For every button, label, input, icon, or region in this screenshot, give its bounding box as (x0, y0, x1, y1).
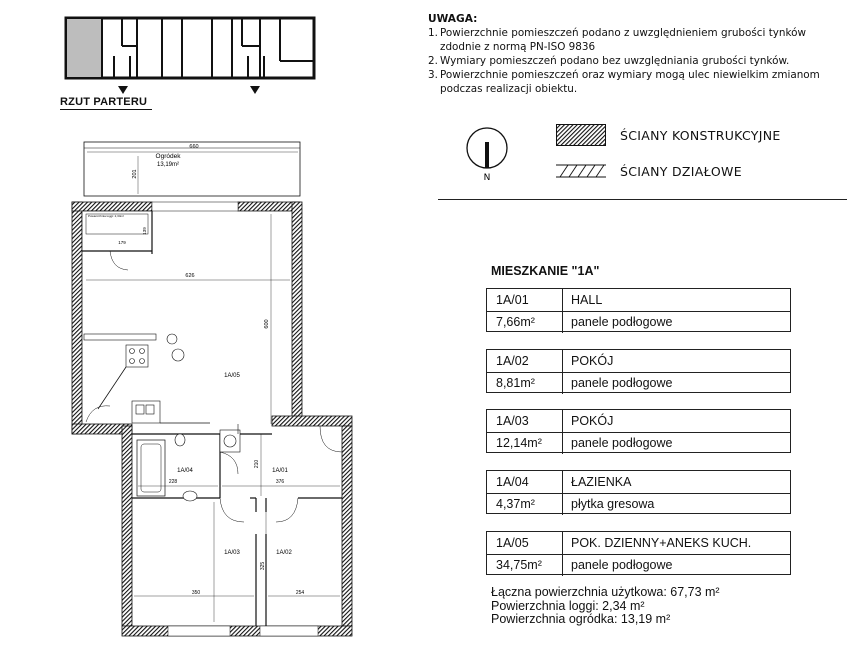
room02-width-dimension: 254 (295, 590, 305, 596)
loggia-depth-dimension: 139 (142, 227, 147, 235)
legend-load-bearing-label: ŚCIANY KONSTRUKCYJNE (620, 127, 781, 143)
room-area: 7,66m² (487, 311, 563, 333)
room-id: 1A/02 (487, 350, 563, 372)
room-label-1a03: 1A/03 (224, 550, 240, 556)
north-label: N (483, 173, 491, 182)
key-plan-title: RZUT PARTERU (60, 96, 148, 108)
partition-wall-swatch (556, 160, 606, 182)
note-number: 2. (428, 55, 438, 67)
key-plan (62, 16, 317, 96)
room-finish: panele podłogowe (571, 558, 673, 572)
garden-area-label: 13,19m² (156, 162, 180, 168)
room-card-1a01 (486, 288, 791, 332)
room-id: 1A/03 (487, 410, 563, 432)
room-card-1a02 (486, 349, 791, 393)
balcony-door-swing (86, 406, 110, 422)
legend-load-bearing (556, 124, 781, 146)
kitchen-island (98, 367, 126, 409)
note-number: 3. (428, 69, 438, 81)
room-card-1a03 (486, 409, 791, 453)
dining-table-icon (172, 349, 184, 361)
key-plan-outline (66, 18, 314, 78)
room-label-1a04: 1A/04 (177, 468, 193, 474)
room-label-1a05: 1A/05 (224, 373, 240, 379)
living-depth-dimension: 600 (264, 319, 270, 329)
load-bearing-wall-swatch (556, 124, 606, 146)
entrance-door-swing (320, 426, 342, 452)
room-area: 34,75m² (487, 554, 563, 576)
key-plan-highlighted-unit (67, 19, 101, 77)
room-area: 12,14m² (487, 432, 563, 454)
note-item (428, 26, 848, 54)
room-name: HALL (571, 293, 603, 307)
loggia-width-dimension: 179 (118, 240, 126, 245)
note-number: 1. (428, 27, 438, 39)
washbasin-icon (183, 491, 197, 501)
loggia-door-swing (110, 251, 128, 270)
notes (428, 12, 848, 96)
room-card-1a04 (486, 470, 791, 514)
summary-usable-area: Łączna powierzchnia użytkowa: 67,73 m² (491, 585, 720, 599)
floor-plan (70, 134, 362, 642)
washing-machine-icon (220, 430, 240, 452)
living-width-dimension: 626 (185, 273, 195, 279)
room-label-1a02: 1A/02 (276, 550, 292, 556)
note-item (428, 54, 848, 68)
room03-door-swing (220, 498, 244, 522)
summary-loggia-area: Powierzchnia loggi: 2,34 m² (491, 598, 645, 613)
room-finish: panele podłogowe (571, 315, 673, 329)
note-item (428, 68, 848, 96)
apartment-title: MIESZKANIE "1A" (491, 264, 600, 278)
load-bearing-walls (72, 202, 352, 636)
room-finish: panele podłogowe (571, 376, 673, 390)
dining-table-icon (167, 334, 177, 344)
room-area: 8,81m² (487, 372, 563, 394)
room-finish: panele podłogowe (571, 436, 673, 450)
loggia-area-label: Powierzchnia loggi: 2,34m² (88, 214, 125, 218)
summary-garden-area: Powierzchnia ogródka: 13,19 m² (491, 612, 671, 626)
room-name: POKÓJ (571, 354, 614, 368)
key-plan-title-underline (60, 109, 152, 110)
room02-depth-dimension: 325 (260, 561, 266, 571)
area-summary (491, 586, 720, 627)
hall-depth-dimension: 210 (254, 459, 260, 469)
room-name: ŁAZIENKA (571, 475, 632, 489)
notes-title: UWAGA: (428, 13, 478, 25)
note-text: Powierzchnie pomieszczeń podano z uwzględnieniem grubości tynków zdodnie z normą PN-ISO 9836 (440, 27, 807, 53)
note-text: Wymiary pomieszczeń podano bez uwzględniania grubości tynków. (440, 55, 790, 67)
room03-width-dimension: 350 (191, 590, 201, 596)
room-card-1a05 (486, 531, 791, 575)
room-id: 1A/04 (487, 471, 563, 493)
rooms-dimension-lines (134, 502, 340, 622)
legend-partition (556, 160, 742, 182)
window (152, 202, 238, 211)
room-area: 4,37m² (487, 493, 563, 515)
garden-label: Ogródek (155, 153, 181, 160)
garden-width-dimension: 660 (189, 144, 199, 150)
garden-area (84, 142, 300, 196)
garden-depth-dimension: 201 (132, 169, 138, 179)
north-arrow-icon (462, 124, 512, 182)
note-text: Powierzchnie pomieszczeń oraz wymiary mogą ulec niewielkim zmianom podczas realizacji obiektu. (440, 69, 820, 95)
legend-partition-label: ŚCIANY DZIAŁOWE (620, 163, 742, 179)
room-id: 1A/01 (487, 289, 563, 311)
room-name: POKÓJ (571, 414, 614, 428)
bath-door-swing (220, 452, 238, 474)
toilet-icon (175, 434, 185, 446)
room-name: POK. DZIENNY+ANEKS KUCH. (571, 536, 752, 550)
room-label-1a01: 1A/01 (272, 468, 288, 474)
key-plan-entrance-arrow (118, 86, 128, 94)
key-plan-entrance-arrow (250, 86, 260, 94)
bath-width-dimension: 228 (168, 479, 178, 485)
hall-width-dimension: 376 (275, 479, 285, 485)
room02-door-swing (276, 498, 298, 522)
legend-divider (438, 199, 847, 200)
room-id: 1A/05 (487, 532, 563, 554)
room-finish: płytka gresowa (571, 497, 655, 511)
